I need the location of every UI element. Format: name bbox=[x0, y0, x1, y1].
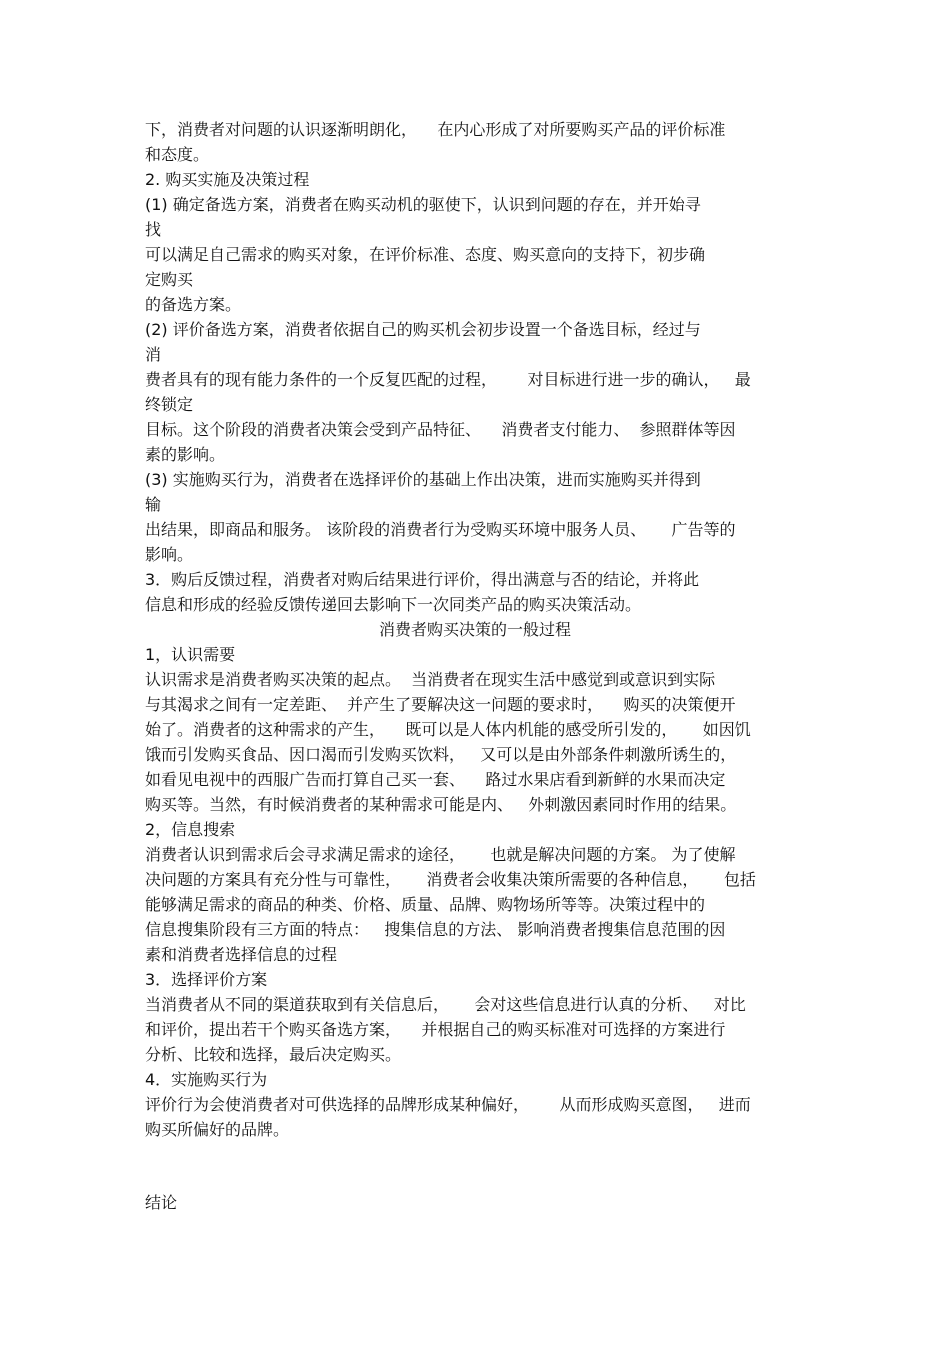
text-line: 评价行为会使消费者对可供选择的品牌形成某种偏好， 从而形成购买意图， 进而 bbox=[145, 1095, 751, 1114]
text-line: 找 bbox=[145, 220, 162, 239]
text-line: 和评价，提出若干个购买备选方案， 并根据自己的购买标准对可选择的方案进行 bbox=[145, 1020, 726, 1039]
text-line: (3) 实施购买行为，消费者在选择评价的基础上作出决策，进而实施购买并得到 bbox=[145, 470, 701, 489]
section-heading: 2. 购买实施及决策过程 bbox=[145, 170, 310, 189]
text-line: 始了。消费者的这种需求的产生， 既可以是人体内机能的感受所引发的， 如因饥 bbox=[145, 720, 751, 739]
text-line: 消 bbox=[145, 345, 162, 364]
text-line: 购买所偏好的品牌。 bbox=[145, 1120, 290, 1139]
text-line: 下，消费者对问题的认识逐渐明朗化， 在内心形成了对所要购买产品的评价标准 bbox=[145, 120, 726, 139]
text-line: 购买等。当然，有时候消费者的某种需求可能是内、 外刺激因素同时作用的结果。 bbox=[145, 795, 737, 814]
text-line: 素的影响。 bbox=[145, 445, 226, 464]
text-line: 定购买 bbox=[145, 270, 194, 289]
text-line: 3．购后反馈过程，消费者对购后结果进行评价，得出满意与否的结论，并将此 bbox=[145, 570, 700, 589]
text-line: 决问题的方案具有充分性与可靠性， 消费者会收集决策所需要的各种信息， 包括 bbox=[145, 870, 756, 889]
text-line: 影响。 bbox=[145, 545, 194, 564]
text-line: 能够满足需求的商品的种类、价格、质量、品牌、购物场所等等。决策过程中的 bbox=[145, 895, 706, 914]
text-line: 消费者认识到需求后会寻求满足需求的途径， 也就是解决问题的方案。 为了使解 bbox=[145, 845, 736, 864]
section-heading: 1，认识需要 bbox=[145, 645, 236, 664]
text-line: 的备选方案。 bbox=[145, 295, 242, 314]
text-line: 终锁定 bbox=[145, 395, 194, 414]
section-heading: 3．选择评价方案 bbox=[145, 970, 268, 989]
text-line: 信息搜集阶段有三方面的特点： 搜集信息的方法、 影响消费者搜集信息范围的因 bbox=[145, 920, 726, 939]
text-line: (1) 确定备选方案，消费者在购买动机的驱使下，认识到问题的存在，并开始寻 bbox=[145, 195, 701, 214]
text-line: 认识需求是消费者购买决策的起点。 当消费者在现实生活中感觉到或意识到实际 bbox=[145, 670, 716, 689]
text-line: 素和消费者选择信息的过程 bbox=[145, 945, 338, 964]
text-line: 目标。这个阶段的消费者决策会受到产品特征、 消费者支付能力、 参照群体等因 bbox=[145, 420, 736, 439]
section-heading: 2，信息搜索 bbox=[145, 820, 236, 839]
text-line: 分析、比较和选择，最后决定购买。 bbox=[145, 1045, 402, 1064]
text-line: 和态度。 bbox=[145, 145, 210, 164]
centered-heading: 消费者购买决策的一般过程 bbox=[378, 620, 571, 639]
section-heading: 4．实施购买行为 bbox=[145, 1070, 268, 1089]
text-line: 当消费者从不同的渠道获取到有关信息后， 会对这些信息进行认真的分析、 对比 bbox=[145, 995, 746, 1014]
text-line: 输 bbox=[145, 495, 162, 514]
conclusion-heading: 结论 bbox=[145, 1193, 178, 1212]
text-line: 费者具有的现有能力条件的一个反复匹配的过程， 对目标进行进一步的确认， 最 bbox=[145, 370, 751, 389]
text-line: 如看见电视中的西服广告而打算自己买一套、 路过水果店看到新鲜的水果而决定 bbox=[145, 770, 726, 789]
text-line: 与其渴求之间有一定差距、 并产生了要解决这一问题的要求时， 购买的决策便开 bbox=[145, 695, 736, 714]
text-line: 信息和形成的经验反馈传递回去影响下一次同类产品的购买决策活动。 bbox=[145, 595, 642, 614]
text-line: (2) 评价备选方案，消费者依据自己的购买机会初步设置一个备选目标，经过与 bbox=[145, 320, 701, 339]
text-line: 饿而引发购买食品、因口渴而引发购买饮料， 又可以是由外部条件刺激所诱生的， bbox=[145, 745, 737, 764]
text-line: 可以满足自己需求的购买对象，在评价标准、态度、购买意向的支持下，初步确 bbox=[145, 245, 706, 264]
text-line: 出结果，即商品和服务。 该阶段的消费者行为受购买环境中服务人员、 广告等的 bbox=[145, 520, 736, 539]
